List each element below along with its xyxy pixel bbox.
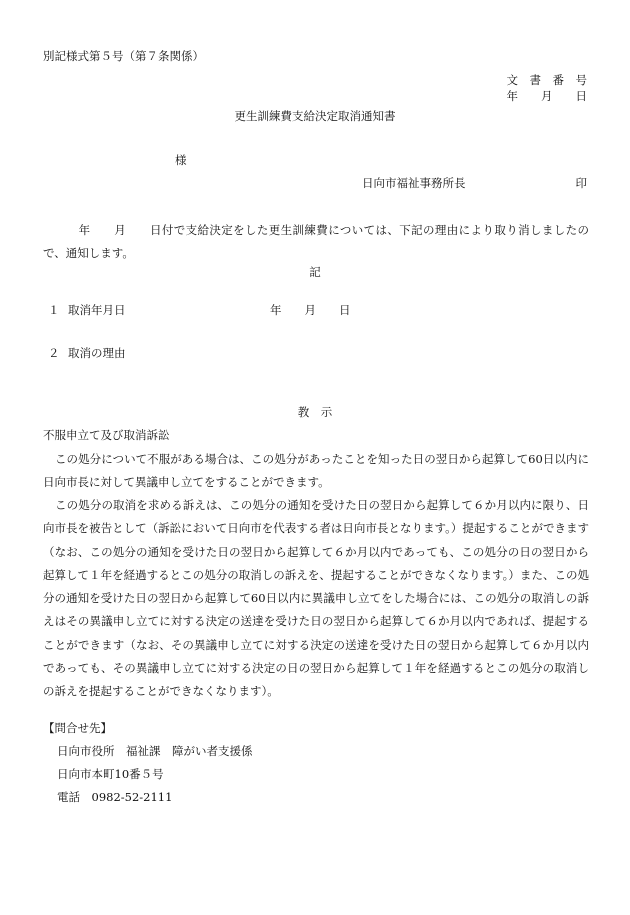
body-text: 年 月 日付で支給決定をした更生訓練費については、下記の理由により取り消しましたので、通知します。 bbox=[43, 223, 589, 261]
addressee-honorific: 様 bbox=[175, 153, 187, 167]
document-number-label: 文 書 番 号 bbox=[506, 73, 587, 87]
contact-heading: 【問合せ先】 bbox=[43, 721, 112, 735]
notice-subheading: 不服申立て及び取消訴訟 bbox=[43, 428, 170, 442]
item-2-number: ２ bbox=[48, 346, 60, 360]
contact-address: 日向市本町10番５号 bbox=[57, 767, 164, 781]
contact-office: 日向市役所 福祉課 障がい者支援係 bbox=[57, 744, 253, 758]
item-1-number: １ bbox=[48, 303, 60, 317]
item-1-value: 年 月 日 bbox=[270, 303, 351, 317]
sender-name: 日向市福祉事務所長 bbox=[362, 176, 466, 190]
ki-label: 記 bbox=[309, 265, 321, 279]
date-line: 年 月 日 bbox=[506, 89, 587, 103]
seal-mark: 印 bbox=[575, 176, 587, 190]
document-title: 更生訓練費支給決定取消通知書 bbox=[234, 109, 396, 123]
item-1-label: 取消年月日 bbox=[68, 303, 126, 317]
notice-paragraph-1: この処分について不服がある場合は、この処分があったことを知った日の翌日から起算して60日以内に日向市長に対して異議申し立てをすることができます。 bbox=[43, 452, 589, 490]
notice-paragraph-2: この処分の取消を求める訴えは、この処分の通知を受けた日の翌日から起算して６か月以内に限り、日向市長を被告として（訴訟において日向市を代表する者は日向市長となります。）提起することができます（なお、この処分の通知を受けた日の翌日から起算して６か月以内であっても、この処分の日の翌日から起算して１年を経過するとこの処分の取消しの訴えを、提起することができなくなります。）また、この処分の通知を受けた日の翌日から起算して60日以内に異議申し立てをした場合には、この処分の取消しの訴えはその異議申し立てに対する決定の送達を受けた日の翌日から起算して６か月以内であれば、提起することができます（なお、その異議申し立てに対する決定の送達を受けた日の翌日から起算して６か月以内であっても、その異議申し立てに対する決定の日の翌日から起算して１年を経過するとこの処分の取消しの訴えを提起することができなくなります）。 bbox=[43, 498, 589, 699]
notice-heading: 教 示 bbox=[297, 405, 333, 419]
item-2-label: 取消の理由 bbox=[68, 346, 126, 360]
form-label: 別記様式第５号（第７条関係） bbox=[43, 49, 204, 63]
contact-phone: 電話 0982-52-2111 bbox=[57, 790, 173, 804]
